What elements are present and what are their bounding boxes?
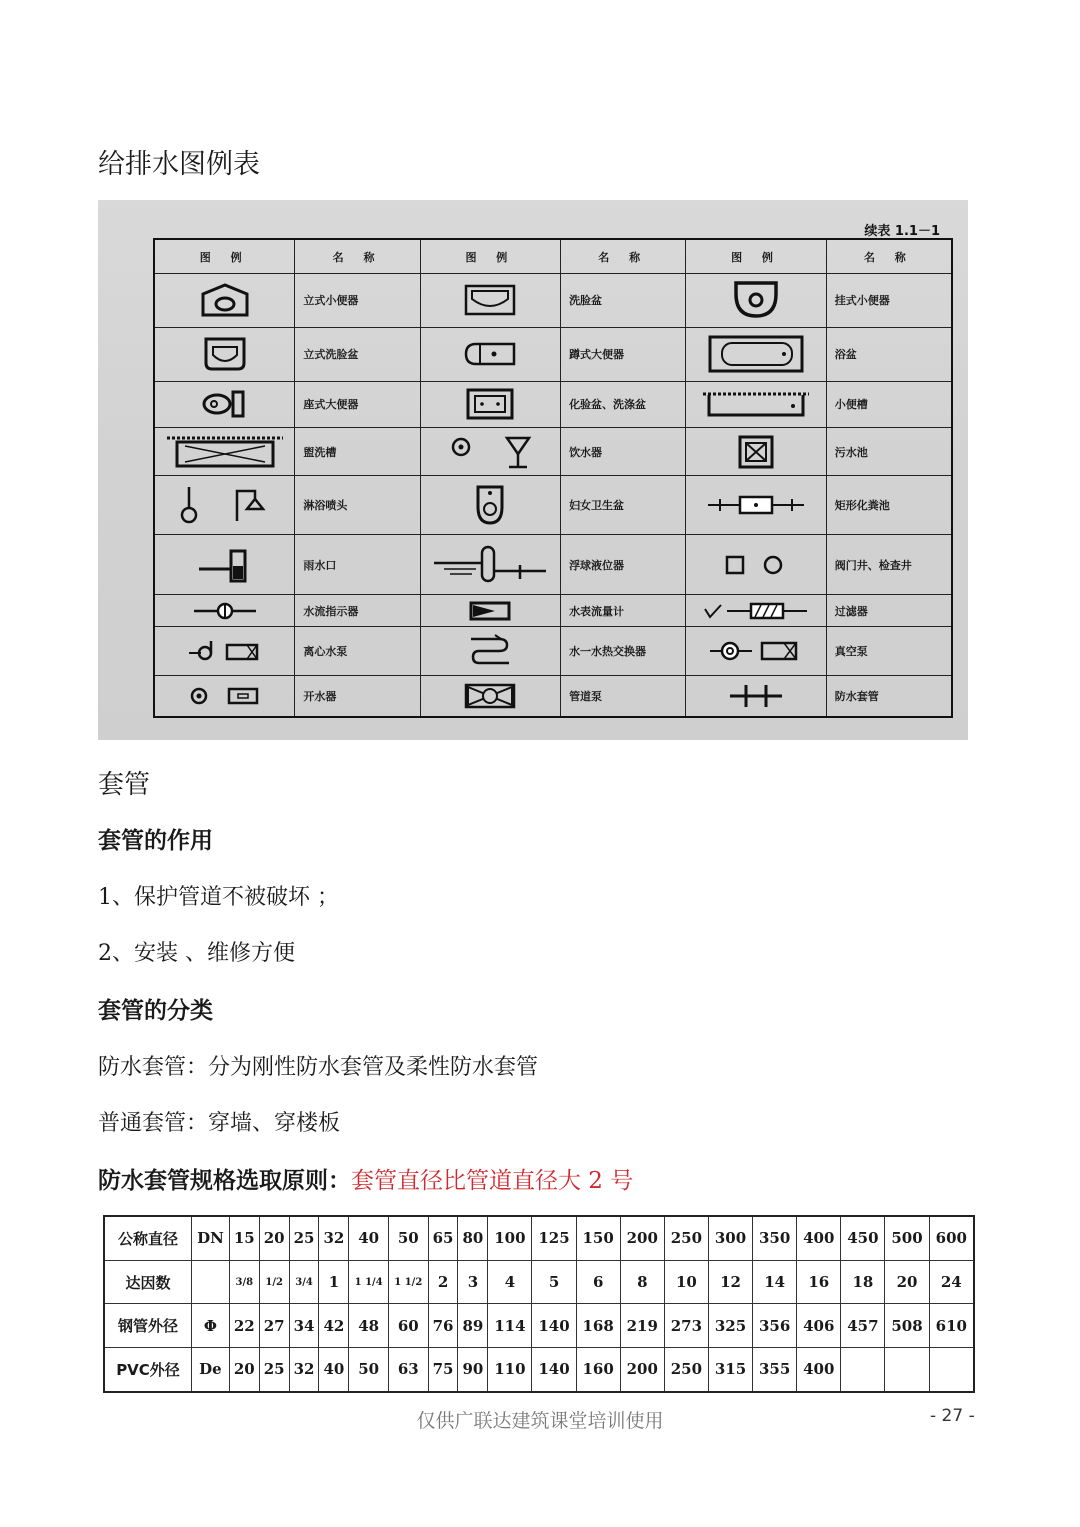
spec-row-label: PVC外径 xyxy=(104,1347,192,1392)
legend-name: 挂式小便器 xyxy=(826,274,952,328)
bathtub-symbol xyxy=(686,327,826,381)
spec-cell: 3 xyxy=(458,1260,488,1304)
legend-header-row xyxy=(154,239,952,274)
legend-row xyxy=(154,381,952,427)
spec-cell: 1 1/2 xyxy=(388,1260,428,1304)
spec-cell: 140 xyxy=(532,1347,576,1392)
legend-header: 图 例 xyxy=(686,239,826,274)
squat-toilet-symbol xyxy=(420,327,560,381)
spec-cell: 219 xyxy=(620,1304,664,1348)
spec-row-label: 公称直径 xyxy=(104,1216,192,1260)
continued-label: 续表 1.1－1 xyxy=(864,224,940,239)
spec-cell: 42 xyxy=(319,1304,349,1348)
spec-cell xyxy=(885,1347,929,1392)
spec-row xyxy=(104,1260,974,1304)
spec-cell: 250 xyxy=(664,1216,708,1260)
spec-cell: Φ xyxy=(192,1304,230,1348)
washbasin-symbol xyxy=(420,274,560,328)
spec-cell: 25 xyxy=(259,1347,289,1392)
legend-name: 洗脸盆 xyxy=(561,274,686,328)
legend-name: 水流指示器 xyxy=(295,594,420,627)
urinal-trough-symbol xyxy=(686,381,826,427)
legend-name: 矩形化粪池 xyxy=(826,476,952,535)
legend-row xyxy=(154,476,952,535)
spec-cell: 150 xyxy=(576,1216,620,1260)
spec-cell: 12 xyxy=(708,1260,752,1304)
spec-cell: 15 xyxy=(229,1216,259,1260)
standing-washbasin-symbol xyxy=(154,327,295,381)
legend-photo xyxy=(98,200,968,740)
spec-cell: 508 xyxy=(885,1304,929,1348)
legend-name: 防水套管 xyxy=(826,676,952,717)
spec-cell: 20 xyxy=(259,1216,289,1260)
spec-cell: 110 xyxy=(488,1347,532,1392)
legend-name: 水一水热交换器 xyxy=(561,627,686,676)
spec-cell: 500 xyxy=(885,1216,929,1260)
spec-cell: 32 xyxy=(319,1216,349,1260)
legend-row xyxy=(154,427,952,476)
legend-row xyxy=(154,676,952,717)
sewage-basin-symbol xyxy=(686,427,826,476)
spec-cell: 140 xyxy=(532,1304,576,1348)
spec-cell: 75 xyxy=(428,1347,458,1392)
section-sleeve-title: 套管 xyxy=(98,770,151,800)
spec-cell: 400 xyxy=(797,1347,841,1392)
waterproof-sleeve-symbol xyxy=(686,676,826,717)
spec-cell: 610 xyxy=(929,1304,974,1348)
drinking-fountain-symbol xyxy=(420,427,560,476)
legend-name: 浴盆 xyxy=(826,327,952,381)
rule-line xyxy=(98,1162,633,1195)
rule-value: 套管直径比管道直径大 2 号 xyxy=(351,1168,634,1194)
legend-header: 名 称 xyxy=(826,239,952,274)
spec-cell: 5 xyxy=(532,1260,576,1304)
water-meter-symbol xyxy=(420,594,560,627)
function-item: 2、安装 、维修方便 xyxy=(98,941,295,966)
spec-cell xyxy=(841,1347,885,1392)
legend-header: 图 例 xyxy=(154,239,295,274)
spec-cell: 76 xyxy=(428,1304,458,1348)
spec-cell: 8 xyxy=(620,1260,664,1304)
spec-cell: 48 xyxy=(349,1304,389,1348)
spec-cell: 10 xyxy=(664,1260,708,1304)
septic-tank-symbol xyxy=(686,476,826,535)
spec-cell: 50 xyxy=(388,1216,428,1260)
spec-cell: 1 xyxy=(319,1260,349,1304)
spec-cell: 200 xyxy=(620,1347,664,1392)
legend-row xyxy=(154,535,952,594)
spec-cell: 300 xyxy=(708,1216,752,1260)
spec-cell: 400 xyxy=(797,1216,841,1260)
legend-name: 饮水器 xyxy=(561,427,686,476)
spec-row xyxy=(104,1216,974,1260)
spec-row-label: 钢管外径 xyxy=(104,1304,192,1348)
spec-cell: 50 xyxy=(349,1347,389,1392)
legend-name: 阀门井、检查井 xyxy=(826,535,952,594)
legend-name: 座式大便器 xyxy=(295,381,420,427)
spec-cell: 20 xyxy=(229,1347,259,1392)
spec-cell: 114 xyxy=(488,1304,532,1348)
spec-cell: 3/4 xyxy=(289,1260,319,1304)
legend-header: 名 称 xyxy=(561,239,686,274)
footer-note: 仅供广联达建筑课堂培训使用 xyxy=(416,1410,664,1432)
spec-cell: 24 xyxy=(929,1260,974,1304)
spec-cell: 32 xyxy=(289,1347,319,1392)
valve-well-symbol xyxy=(686,535,826,594)
spec-cell: 100 xyxy=(488,1216,532,1260)
spec-cell: DN xyxy=(192,1216,230,1260)
spec-row xyxy=(104,1347,974,1392)
flow-indicator-symbol xyxy=(154,594,295,627)
spec-cell: 20 xyxy=(885,1260,929,1304)
page-number: - 27 - xyxy=(930,1406,975,1426)
spec-cell: 90 xyxy=(458,1347,488,1392)
legend-name: 管道泵 xyxy=(561,676,686,717)
function-item: 1、保护管道不被破坏 ； xyxy=(98,885,339,910)
legend-name: 立式洗脸盆 xyxy=(295,327,420,381)
class-item: 防水套管：分为刚性防水套管及柔性防水套管 xyxy=(98,1055,539,1080)
spec-cell: 40 xyxy=(319,1347,349,1392)
water-boiler-symbol xyxy=(154,676,295,717)
spec-table xyxy=(103,1215,975,1393)
class-item: 普通套管：穿墙、穿楼板 xyxy=(98,1111,341,1136)
spec-cell: 1 1/4 xyxy=(349,1260,389,1304)
spec-cell: 25 xyxy=(289,1216,319,1260)
legend-name: 小便槽 xyxy=(826,381,952,427)
spec-cell: 16 xyxy=(797,1260,841,1304)
wall-urinal-symbol xyxy=(686,274,826,328)
standing-urinal-symbol xyxy=(154,274,295,328)
spec-cell: 22 xyxy=(229,1304,259,1348)
spec-cell: 18 xyxy=(841,1260,885,1304)
legend-name: 水表流量计 xyxy=(561,594,686,627)
spec-cell: 4 xyxy=(488,1260,532,1304)
legend-name: 化验盆、洗涤盆 xyxy=(561,381,686,427)
heat-exchanger-symbol xyxy=(420,627,560,676)
rain-inlet-symbol xyxy=(154,535,295,594)
spec-cell: 457 xyxy=(841,1304,885,1348)
spec-cell: 600 xyxy=(929,1216,974,1260)
legend-name: 盥洗槽 xyxy=(295,427,420,476)
sitting-toilet-symbol xyxy=(154,381,295,427)
legend-row xyxy=(154,627,952,676)
legend-table xyxy=(153,238,953,718)
spec-cell: 40 xyxy=(349,1216,389,1260)
vacuum-pump-symbol xyxy=(686,627,826,676)
legend-name: 真空泵 xyxy=(826,627,952,676)
spec-cell: 63 xyxy=(388,1347,428,1392)
legend-header: 图 例 xyxy=(420,239,560,274)
spec-cell: 27 xyxy=(259,1304,289,1348)
spec-cell xyxy=(929,1347,974,1392)
legend-row xyxy=(154,594,952,627)
function-title: 套管的作用 xyxy=(98,828,213,854)
spec-cell: 315 xyxy=(708,1347,752,1392)
legend-row xyxy=(154,274,952,328)
class-title: 套管的分类 xyxy=(98,998,213,1024)
spec-cell: 60 xyxy=(388,1304,428,1348)
spec-cell: De xyxy=(192,1347,230,1392)
shower-head-symbol xyxy=(154,476,295,535)
rule-label: 防水套管规格选取原则： xyxy=(98,1168,351,1194)
bidet-symbol xyxy=(420,476,560,535)
legend-name: 离心水泵 xyxy=(295,627,420,676)
legend-name: 淋浴喷头 xyxy=(295,476,420,535)
spec-cell: 273 xyxy=(664,1304,708,1348)
legend-name: 雨水口 xyxy=(295,535,420,594)
spec-cell: 3/8 xyxy=(229,1260,259,1304)
legend-row xyxy=(154,327,952,381)
filter-symbol xyxy=(686,594,826,627)
spec-cell: 356 xyxy=(753,1304,797,1348)
float-level-symbol xyxy=(420,535,560,594)
spec-cell: 1/2 xyxy=(259,1260,289,1304)
pipeline-pump-symbol xyxy=(420,676,560,717)
spec-row-label: 达因数 xyxy=(104,1260,192,1304)
spec-cell: 250 xyxy=(664,1347,708,1392)
spec-cell: 350 xyxy=(753,1216,797,1260)
legend-name: 蹲式大便器 xyxy=(561,327,686,381)
spec-cell: 125 xyxy=(532,1216,576,1260)
spec-cell xyxy=(192,1260,230,1304)
spec-cell: 34 xyxy=(289,1304,319,1348)
legend-name: 开水器 xyxy=(295,676,420,717)
legend-name: 妇女卫生盆 xyxy=(561,476,686,535)
legend-name: 浮球液位器 xyxy=(561,535,686,594)
spec-cell: 200 xyxy=(620,1216,664,1260)
spec-cell: 406 xyxy=(797,1304,841,1348)
legend-name: 立式小便器 xyxy=(295,274,420,328)
spec-cell: 89 xyxy=(458,1304,488,1348)
spec-cell: 160 xyxy=(576,1347,620,1392)
spec-cell: 168 xyxy=(576,1304,620,1348)
legend-name: 污水池 xyxy=(826,427,952,476)
spec-cell: 14 xyxy=(753,1260,797,1304)
centrifugal-pump-symbol xyxy=(154,627,295,676)
spec-cell: 2 xyxy=(428,1260,458,1304)
legend-header: 名 称 xyxy=(295,239,420,274)
page-title: 给排水图例表 xyxy=(98,149,260,180)
spec-cell: 6 xyxy=(576,1260,620,1304)
spec-cell: 325 xyxy=(708,1304,752,1348)
spec-cell: 80 xyxy=(458,1216,488,1260)
spec-row xyxy=(104,1304,974,1348)
spec-cell: 65 xyxy=(428,1216,458,1260)
spec-cell: 450 xyxy=(841,1216,885,1260)
legend-name: 过滤器 xyxy=(826,594,952,627)
lab-sink-symbol xyxy=(420,381,560,427)
wash-trough-symbol xyxy=(154,427,295,476)
spec-cell: 355 xyxy=(753,1347,797,1392)
